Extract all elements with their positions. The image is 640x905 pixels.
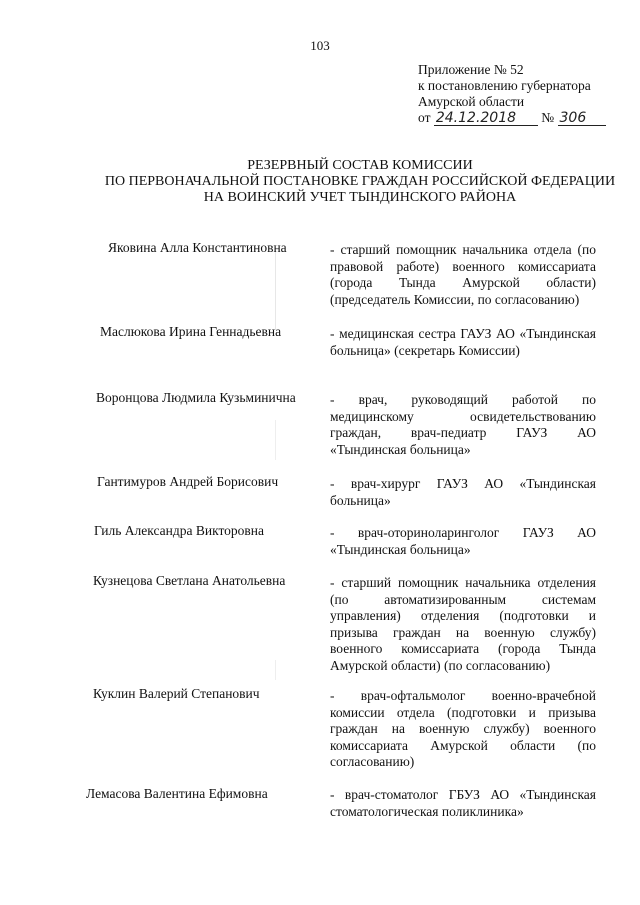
- member-role: - врач-оториноларинголог ГАУЗ АО «Тындинская больница»: [330, 525, 596, 557]
- member-role: - медицинская сестра ГАУЗ АО «Тындинская больница» (секретарь Комиссии): [330, 326, 596, 358]
- page-number: 103: [310, 38, 330, 53]
- handwritten-number: 306: [558, 111, 606, 126]
- scan-artifact-line: [275, 250, 276, 330]
- title-line-3: НА ВОИНСКИЙ УЧЕТ ТЫНДИНСКОГО РАЙОНА: [203, 190, 517, 205]
- member-name: Кузнецова Светлана Анатольевна: [93, 573, 286, 588]
- member-name: Гантимуров Андрей Борисович: [97, 474, 279, 489]
- member-name: Гиль Александра Викторовна: [94, 523, 265, 538]
- member-role: - старший помощник начальника отделения (по автоматизированным системам управления) отделения (подготовки и призыва граждан на военную службу) военного комиссариата (города Тында Амурской области) (по согласованию): [330, 575, 596, 673]
- handwritten-date: 24.12.2018: [434, 111, 538, 126]
- title-line-2: ПО ПЕРВОНАЧАЛЬНОЙ ПОСТАНОВКЕ ГРАЖДАН РОССИЙСКОЙ ФЕДЕРАЦИИ: [104, 174, 616, 189]
- member-name: Маслюкова Ирина Геннадьевна: [100, 324, 282, 339]
- scan-artifact-line: [275, 420, 276, 460]
- member-name: Воронцова Людмила Кузьминична: [96, 390, 296, 405]
- member-role: - врач-офтальмолог военно-врачебной комиссии отдела (подготовки и призыва граждан на военную службу) военного комиссариата Амурской области (по согласованию): [330, 688, 596, 769]
- member-role: - старший помощник начальника отдела (по правовой работе) военного комиссариата (города Тында Амурской области) (председатель Комиссии, по согласованию): [330, 242, 596, 307]
- number-prefix: №: [541, 110, 555, 125]
- member-role: - врач-стоматолог ГБУЗ АО «Тындинская стоматологическая поликлиника»: [330, 787, 596, 819]
- appendix-line-3: Амурской области: [418, 94, 525, 109]
- member-role: - врач, руководящий работой по медицинскому освидетельствованию граждан, врач-педиатр ГАУЗ АО «Тындинская больница»: [330, 392, 596, 457]
- appendix-line-1: Приложение № 52: [418, 62, 524, 77]
- title-line-1: РЕЗЕРВНЫЙ СОСТАВ КОМИССИИ: [247, 158, 473, 173]
- date-prefix: от: [418, 110, 431, 125]
- member-name: Лемасова Валентина Ефимовна: [86, 786, 268, 801]
- member-name: Яковина Алла Константиновна: [108, 240, 287, 255]
- member-name: Куклин Валерий Степанович: [93, 686, 260, 701]
- member-role: - врач-хирург ГАУЗ АО «Тындинская больница»: [330, 476, 596, 508]
- scan-artifact-line: [275, 660, 276, 680]
- appendix-line-2: к постановлению губернатора: [418, 78, 591, 93]
